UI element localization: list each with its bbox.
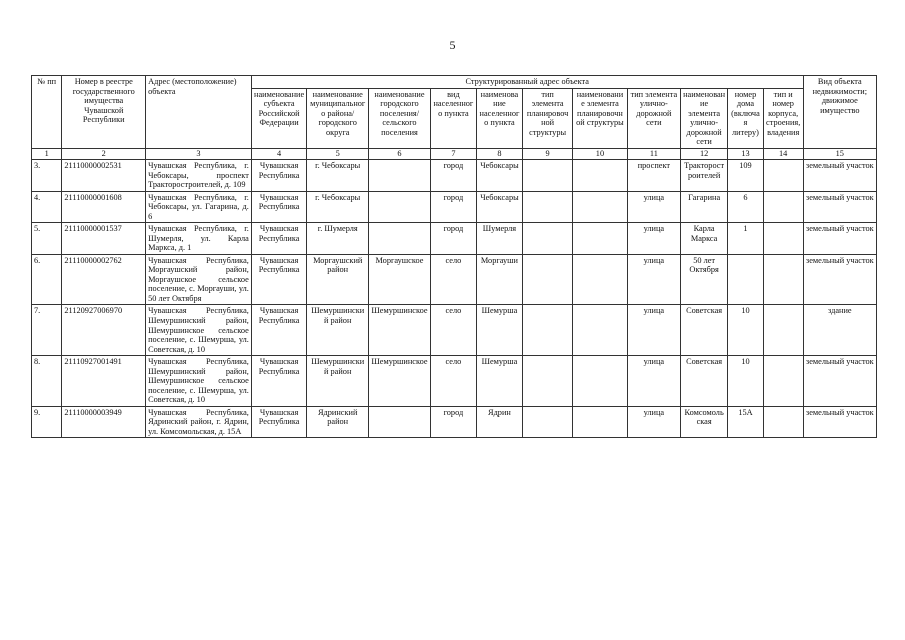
cell-plan-name <box>573 191 627 223</box>
cell-reg-number: 21120927006970 <box>62 305 146 356</box>
cell-plan-type <box>522 406 572 438</box>
cell-district: г. Шумерля <box>307 223 369 255</box>
cell-house: 1 <box>728 223 764 255</box>
subheader-district: наименование муниципального района/городского округа <box>307 88 369 148</box>
cell-plan-name <box>573 406 627 438</box>
cell-building <box>763 406 803 438</box>
cell-street-name: Карла Маркса <box>681 223 728 255</box>
cell-subject: Чувашская Республика <box>251 305 306 356</box>
column-number: 6 <box>369 148 431 159</box>
cell-address: Чувашская Республика, г. Чебоксары, ул. Гагарина, д. 6 <box>146 191 252 223</box>
subheader-street-type: тип элемента улично-дорожной сети <box>627 88 680 148</box>
table-row <box>32 223 877 255</box>
column-number: 1 <box>32 148 62 159</box>
header-structured-address: Структурированный адрес объекта <box>251 76 803 89</box>
cell-num: 6. <box>32 254 62 305</box>
header-num: № пп <box>32 76 62 149</box>
cell-object-type: земельный участок <box>803 160 876 192</box>
cell-building <box>763 223 803 255</box>
cell-street-name: Комсомольская <box>681 406 728 438</box>
table-row <box>32 356 877 407</box>
cell-locality-name: Моргауши <box>476 254 522 305</box>
cell-plan-name <box>573 223 627 255</box>
cell-subject: Чувашская Республика <box>251 223 306 255</box>
cell-num: 8. <box>32 356 62 407</box>
cell-house <box>728 254 764 305</box>
cell-street-type: улица <box>627 305 680 356</box>
cell-num: 7. <box>32 305 62 356</box>
column-number: 3 <box>146 148 252 159</box>
cell-street-type: проспект <box>627 160 680 192</box>
cell-subject: Чувашская Республика <box>251 356 306 407</box>
subheader-locality-name: наименование населенного пункта <box>476 88 522 148</box>
cell-district: Моргаушский район <box>307 254 369 305</box>
cell-plan-name <box>573 254 627 305</box>
cell-locality-type: город <box>430 191 476 223</box>
cell-building <box>763 356 803 407</box>
cell-settlement <box>369 160 431 192</box>
subheader-plan-name: наименование элемента планировочной структуры <box>573 88 627 148</box>
cell-num: 5. <box>32 223 62 255</box>
cell-settlement <box>369 191 431 223</box>
column-number: 11 <box>627 148 680 159</box>
cell-locality-type: село <box>430 305 476 356</box>
subheader-settlement: наименование городского поселения/сельского поселения <box>369 88 431 148</box>
cell-house: 10 <box>728 356 764 407</box>
cell-address: Чувашская Республика, г. Шумерля, ул. Карла Маркса, д. 1 <box>146 223 252 255</box>
cell-locality-type: город <box>430 223 476 255</box>
column-number: 4 <box>251 148 306 159</box>
column-number: 14 <box>763 148 803 159</box>
cell-plan-type <box>522 305 572 356</box>
table-row <box>32 305 877 356</box>
table-row <box>32 406 877 438</box>
cell-house: 6 <box>728 191 764 223</box>
cell-district: г. Чебоксары <box>307 160 369 192</box>
subheader-locality-type: вид населенного пункта <box>430 88 476 148</box>
cell-locality-name: Шемурша <box>476 356 522 407</box>
cell-reg-number: 21110000002531 <box>62 160 146 192</box>
cell-settlement <box>369 223 431 255</box>
cell-subject: Чувашская Республика <box>251 191 306 223</box>
cell-building <box>763 191 803 223</box>
column-number: 7 <box>430 148 476 159</box>
cell-plan-type <box>522 254 572 305</box>
cell-street-type: улица <box>627 254 680 305</box>
cell-locality-name: Шумерля <box>476 223 522 255</box>
subheader-building: тип и номер корпуса, строения, владения <box>763 88 803 148</box>
subheader-plan-type: тип элемента планировочной структуры <box>522 88 572 148</box>
cell-plan-type <box>522 356 572 407</box>
cell-plan-type <box>522 223 572 255</box>
cell-object-type: земельный участок <box>803 254 876 305</box>
header-object-type: Вид объекта недвижимости; движимое имущество <box>803 76 876 149</box>
cell-plan-type <box>522 191 572 223</box>
column-number: 13 <box>728 148 764 159</box>
cell-object-type: земельный участок <box>803 406 876 438</box>
cell-reg-number: 21110000001537 <box>62 223 146 255</box>
cell-building <box>763 160 803 192</box>
column-number: 2 <box>62 148 146 159</box>
cell-building <box>763 254 803 305</box>
subheader-subject: наименование субъекта Российской Федерации <box>251 88 306 148</box>
cell-subject: Чувашская Республика <box>251 254 306 305</box>
cell-street-name: 50 лет Октября <box>681 254 728 305</box>
cell-subject: Чувашская Республика <box>251 406 306 438</box>
table-row <box>32 254 877 305</box>
cell-object-type: земельный участок <box>803 223 876 255</box>
cell-district: Шемуршинский район <box>307 356 369 407</box>
cell-street-type: улица <box>627 356 680 407</box>
cell-plan-type <box>522 160 572 192</box>
cell-house: 10 <box>728 305 764 356</box>
cell-reg-number: 21110000002762 <box>62 254 146 305</box>
cell-street-name: Тракторостроителей <box>681 160 728 192</box>
table-row <box>32 191 877 223</box>
cell-locality-name: Ядрин <box>476 406 522 438</box>
cell-object-type: здание <box>803 305 876 356</box>
column-number-row <box>32 148 877 159</box>
cell-subject: Чувашская Республика <box>251 160 306 192</box>
cell-num: 9. <box>32 406 62 438</box>
cell-settlement: Шемуршинское <box>369 356 431 407</box>
cell-locality-name: Чебоксары <box>476 160 522 192</box>
header-reg-number: Номер в реестре государственного имущества Чувашской Республики <box>62 76 146 149</box>
column-number: 15 <box>803 148 876 159</box>
cell-street-name: Гагарина <box>681 191 728 223</box>
cell-locality-type: город <box>430 406 476 438</box>
cell-object-type: земельный участок <box>803 191 876 223</box>
column-number: 9 <box>522 148 572 159</box>
subheader-house: номер дома (включая литеру) <box>728 88 764 148</box>
column-number: 5 <box>307 148 369 159</box>
column-number: 10 <box>573 148 627 159</box>
header-address: Адрес (местоположение) объекта <box>146 76 252 149</box>
cell-district: г. Чебоксары <box>307 191 369 223</box>
cell-address: Чувашская Республика, Ядринский район, г. Ядрин, ул. Комсомольская, д. 15А <box>146 406 252 438</box>
page-number: 5 <box>449 38 456 52</box>
cell-address: Чувашская Республика, г. Чебоксары, проспект Тракторостроителей, д. 109 <box>146 160 252 192</box>
cell-address: Чувашская Республика, Шемуршинский район, Шемуршинское сельское поселение, с. Шемурша, ул. Советская, д. 10 <box>146 305 252 356</box>
cell-locality-type: село <box>430 254 476 305</box>
cell-settlement: Моргаушское <box>369 254 431 305</box>
cell-settlement: Шемуршинское <box>369 305 431 356</box>
cell-address: Чувашская Республика, Шемуршинский район, Шемуршинское сельское поселение, с. Шемурша, ул. Советская, д. 10 <box>146 356 252 407</box>
cell-house: 15А <box>728 406 764 438</box>
cell-street-type: улица <box>627 406 680 438</box>
cell-street-name: Советская <box>681 305 728 356</box>
cell-locality-name: Чебоксары <box>476 191 522 223</box>
cell-plan-name <box>573 356 627 407</box>
cell-locality-name: Шемурша <box>476 305 522 356</box>
cell-reg-number: 21110927001491 <box>62 356 146 407</box>
cell-locality-type: село <box>430 356 476 407</box>
column-number: 12 <box>681 148 728 159</box>
cell-plan-name <box>573 160 627 192</box>
column-number: 8 <box>476 148 522 159</box>
property-register-table <box>31 75 877 438</box>
cell-num: 3. <box>32 160 62 192</box>
cell-building <box>763 305 803 356</box>
cell-num: 4. <box>32 191 62 223</box>
cell-plan-name <box>573 305 627 356</box>
cell-street-type: улица <box>627 223 680 255</box>
cell-settlement <box>369 406 431 438</box>
cell-reg-number: 21110000003949 <box>62 406 146 438</box>
cell-locality-type: город <box>430 160 476 192</box>
cell-street-type: улица <box>627 191 680 223</box>
subheader-street-name: наименование элемента улично-дорожной сети <box>681 88 728 148</box>
cell-street-name: Советская <box>681 356 728 407</box>
cell-object-type: земельный участок <box>803 356 876 407</box>
cell-address: Чувашская Республика, Моргаушский район, Моргаушское сельское поселение, с. Моргауши, ул. 50 лет Октября <box>146 254 252 305</box>
cell-district: Ядринский район <box>307 406 369 438</box>
cell-district: Шемуршинский район <box>307 305 369 356</box>
cell-house: 109 <box>728 160 764 192</box>
table-row <box>32 160 877 192</box>
cell-reg-number: 21110000001608 <box>62 191 146 223</box>
